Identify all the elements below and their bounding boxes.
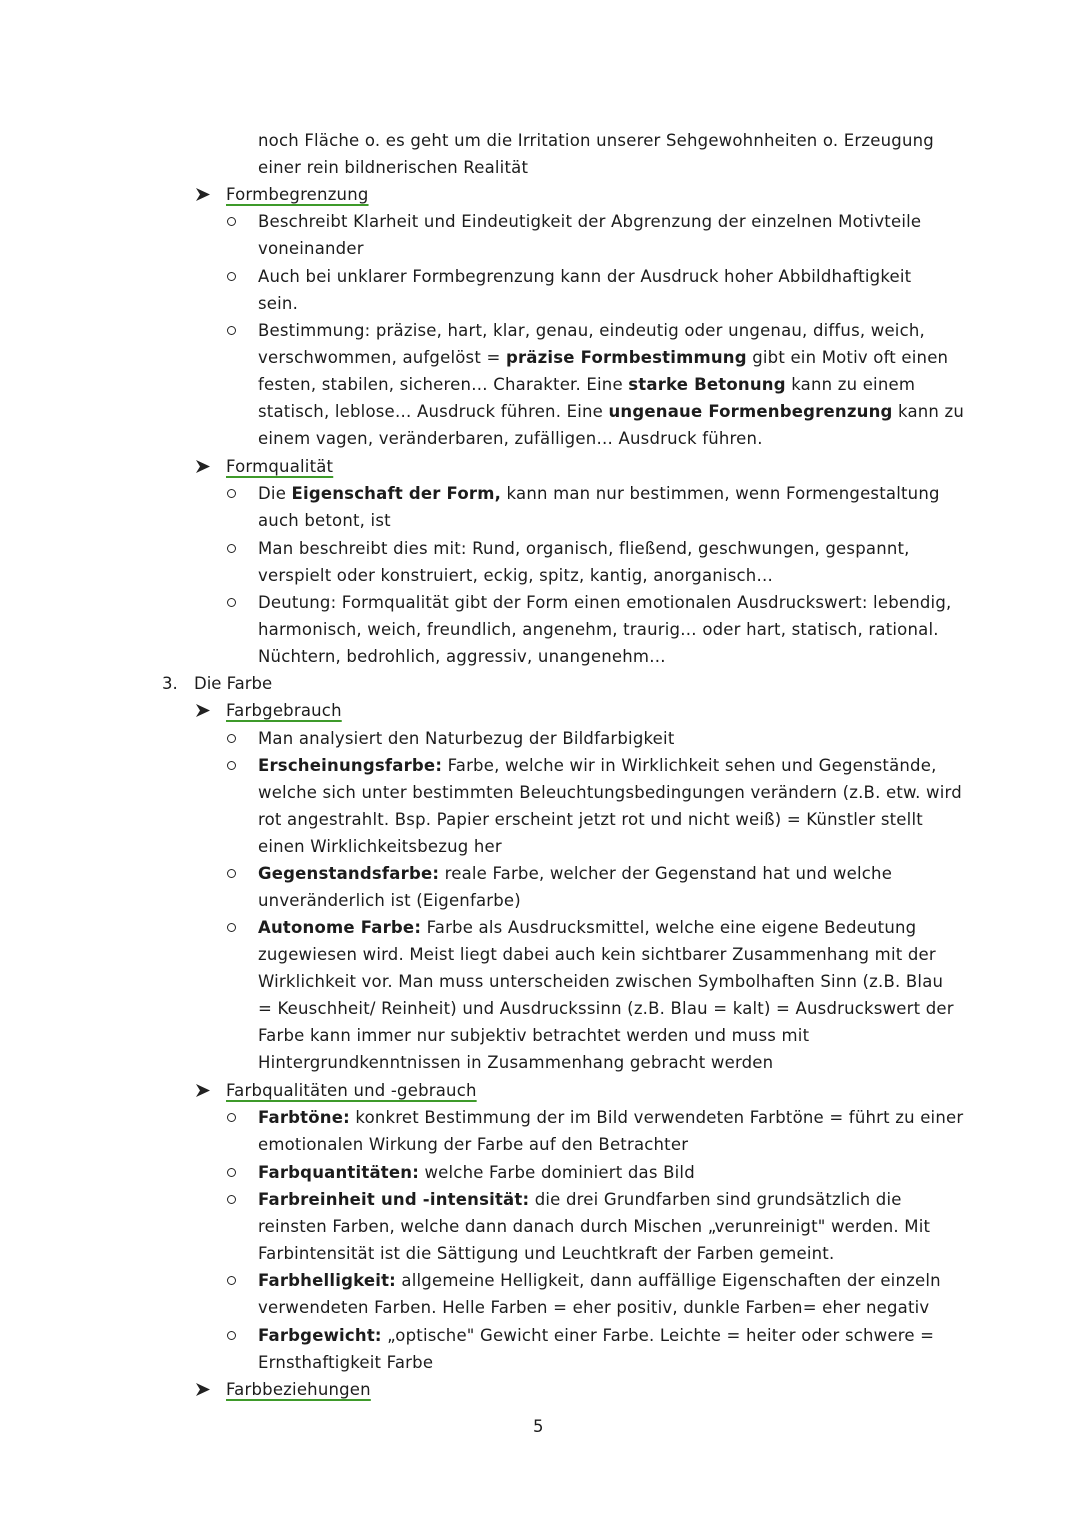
circle-bullet-icon (226, 480, 238, 507)
section-title: Die Farbe (194, 674, 273, 693)
heading-farbbeziehungen: Farbbeziehungen (226, 1380, 371, 1399)
text-line: reinsten Farben, welche dann danach durch Mischen „verunreinigt" werden. Mit (258, 1217, 931, 1236)
text-line: welche sich unter bestimmten Beleuchtungsbedingungen verändern (z.B. etw. wird (258, 783, 962, 802)
text-line: Wirklichkeit vor. Man muss unterscheiden zwischen Symbolhaften Sinn (z.B. Blau (258, 972, 944, 991)
circle-bullet-icon (226, 1159, 238, 1186)
text-line: Auch bei unklarer Formbegrenzung kann der Ausdruck hoher Abbildhaftigkeit (258, 267, 912, 286)
text-line: Beschreibt Klarheit und Eindeutigkeit der Abgrenzung der einzelnen Motivteile (258, 212, 922, 231)
circle-bullet-icon (226, 1104, 238, 1131)
page-number: 5 (533, 1417, 544, 1436)
text-line: auch betont, ist (258, 511, 391, 530)
text-line: harmonisch, weich, freundlich, angenehm, traurig… oder hart, statisch, rational. (258, 620, 939, 639)
circle-bullet-icon (226, 317, 238, 344)
text-line: unveränderlich ist (Eigenfarbe) (258, 891, 521, 910)
circle-bullet-icon (226, 208, 238, 235)
text-line: Farbtöne: konkret Bestimmung der im Bild verwendeten Farbtöne = führt zu einer (258, 1108, 964, 1127)
arrow-bullet-icon (194, 181, 214, 208)
text-line: Farbgewicht: „optische" Gewicht einer Farbe. Leichte = heiter oder schwere = (258, 1326, 935, 1345)
circle-bullet-icon (226, 725, 238, 752)
circle-bullet-icon (226, 263, 238, 290)
text-line: Nüchtern, bedrohlich, aggressiv, unangenehm… (258, 647, 666, 666)
text-line: Farbintensität ist die Sättigung und Leuchtkraft der Farben gemeint. (258, 1244, 835, 1263)
text-line: Farbquantitäten: welche Farbe dominiert das Bild (258, 1163, 695, 1182)
text-line: verspielt oder konstruiert, eckig, spitz, kantig, anorganisch… (258, 566, 774, 585)
arrow-bullet-icon (194, 453, 214, 480)
text-line: Erscheinungsfarbe: Farbe, welche wir in Wirklichkeit sehen und Gegenstände, (258, 756, 937, 775)
text-line: = Keuschheit/ Reinheit) und Ausdruckssinn (z.B. Blau = kalt) = Ausdruckswert der (258, 999, 954, 1018)
arrow-bullet-icon (194, 1077, 214, 1104)
text-line: statisch, leblose… Ausdruck führen. Eine ungenaue Formenbegrenzung kann zu (258, 402, 965, 421)
section-number: 3. (162, 674, 178, 693)
text-line: Farbe kann immer nur subjektiv betrachtet werden und muss mit (258, 1026, 810, 1045)
text-line: einer rein bildnerischen Realität (258, 158, 529, 177)
text-line: Die Eigenschaft der Form, kann man nur bestimmen, wenn Formengestaltung (258, 484, 940, 503)
text-line: emotionalen Wirkung der Farbe auf den Betrachter (258, 1135, 689, 1154)
text-line: Hintergrundkenntnissen in Zusammenhang gebracht werden (258, 1053, 774, 1072)
text-line: noch Fläche o. es geht um die Irritation unserer Sehgewohnheiten o. Erzeugung (258, 131, 934, 150)
heading-formbegrenzung: Formbegrenzung (226, 185, 369, 204)
circle-bullet-icon (226, 1186, 238, 1213)
heading-formqualitaet: Formqualität (226, 457, 334, 476)
circle-bullet-icon (226, 1322, 238, 1349)
heading-farbqualitaeten: Farbqualitäten und -gebrauch (226, 1081, 477, 1100)
text-line: einen Wirklichkeitsbezug her (258, 837, 502, 856)
text-line: einem vagen, veränderbaren, zufälligen… Ausdruck führen. (258, 429, 763, 448)
heading-farbgebrauch: Farbgebrauch (226, 701, 342, 720)
text-line: Autonome Farbe: Farbe als Ausdrucksmittel, welche eine eigene Bedeutung (258, 918, 917, 937)
text-line: voneinander (258, 239, 364, 258)
text-line: festen, stabilen, sicheren… Charakter. Eine starke Betonung kann zu einem (258, 375, 916, 394)
text-line: Farbhelligkeit: allgemeine Helligkeit, dann auffällige Eigenschaften der einzeln (258, 1271, 941, 1290)
circle-bullet-icon (226, 589, 238, 616)
circle-bullet-icon (226, 914, 238, 941)
text-line: Gegenstandsfarbe: reale Farbe, welcher der Gegenstand hat und welche (258, 864, 893, 883)
text-line: Farbreinheit und -intensität: die drei Grundfarben sind grundsätzlich die (258, 1190, 902, 1209)
circle-bullet-icon (226, 1267, 238, 1294)
text-line: rot angestrahlt. Bsp. Papier erscheint jetzt rot und nicht weiß) = Künstler stellt (258, 810, 923, 829)
text-line: Bestimmung: präzise, hart, klar, genau, eindeutig oder ungenau, diffus, weich, (258, 321, 925, 340)
text-line: Ernsthaftigkeit Farbe (258, 1353, 434, 1372)
text-line: Man beschreibt dies mit: Rund, organisch, fließend, geschwungen, gespannt, (258, 539, 910, 558)
text-line: Man analysiert den Naturbezug der Bildfarbigkeit (258, 729, 675, 748)
circle-bullet-icon (226, 860, 238, 887)
text-line: verschwommen, aufgelöst = präzise Formbestimmung gibt ein Motiv oft einen (258, 348, 949, 367)
text-line: Deutung: Formqualität gibt der Form einen emotionalen Ausdruckswert: lebendig, (258, 593, 952, 612)
arrow-bullet-icon (194, 697, 214, 724)
text-line: verwendeten Farben. Helle Farben = eher positiv, dunkle Farben= eher negativ (258, 1298, 930, 1317)
text-line: zugewiesen wird. Meist liegt dabei auch kein sichtbarer Zusammenhang mit der (258, 945, 936, 964)
circle-bullet-icon (226, 752, 238, 779)
circle-bullet-icon (226, 535, 238, 562)
text-line: sein. (258, 294, 299, 313)
arrow-bullet-icon (194, 1376, 214, 1403)
